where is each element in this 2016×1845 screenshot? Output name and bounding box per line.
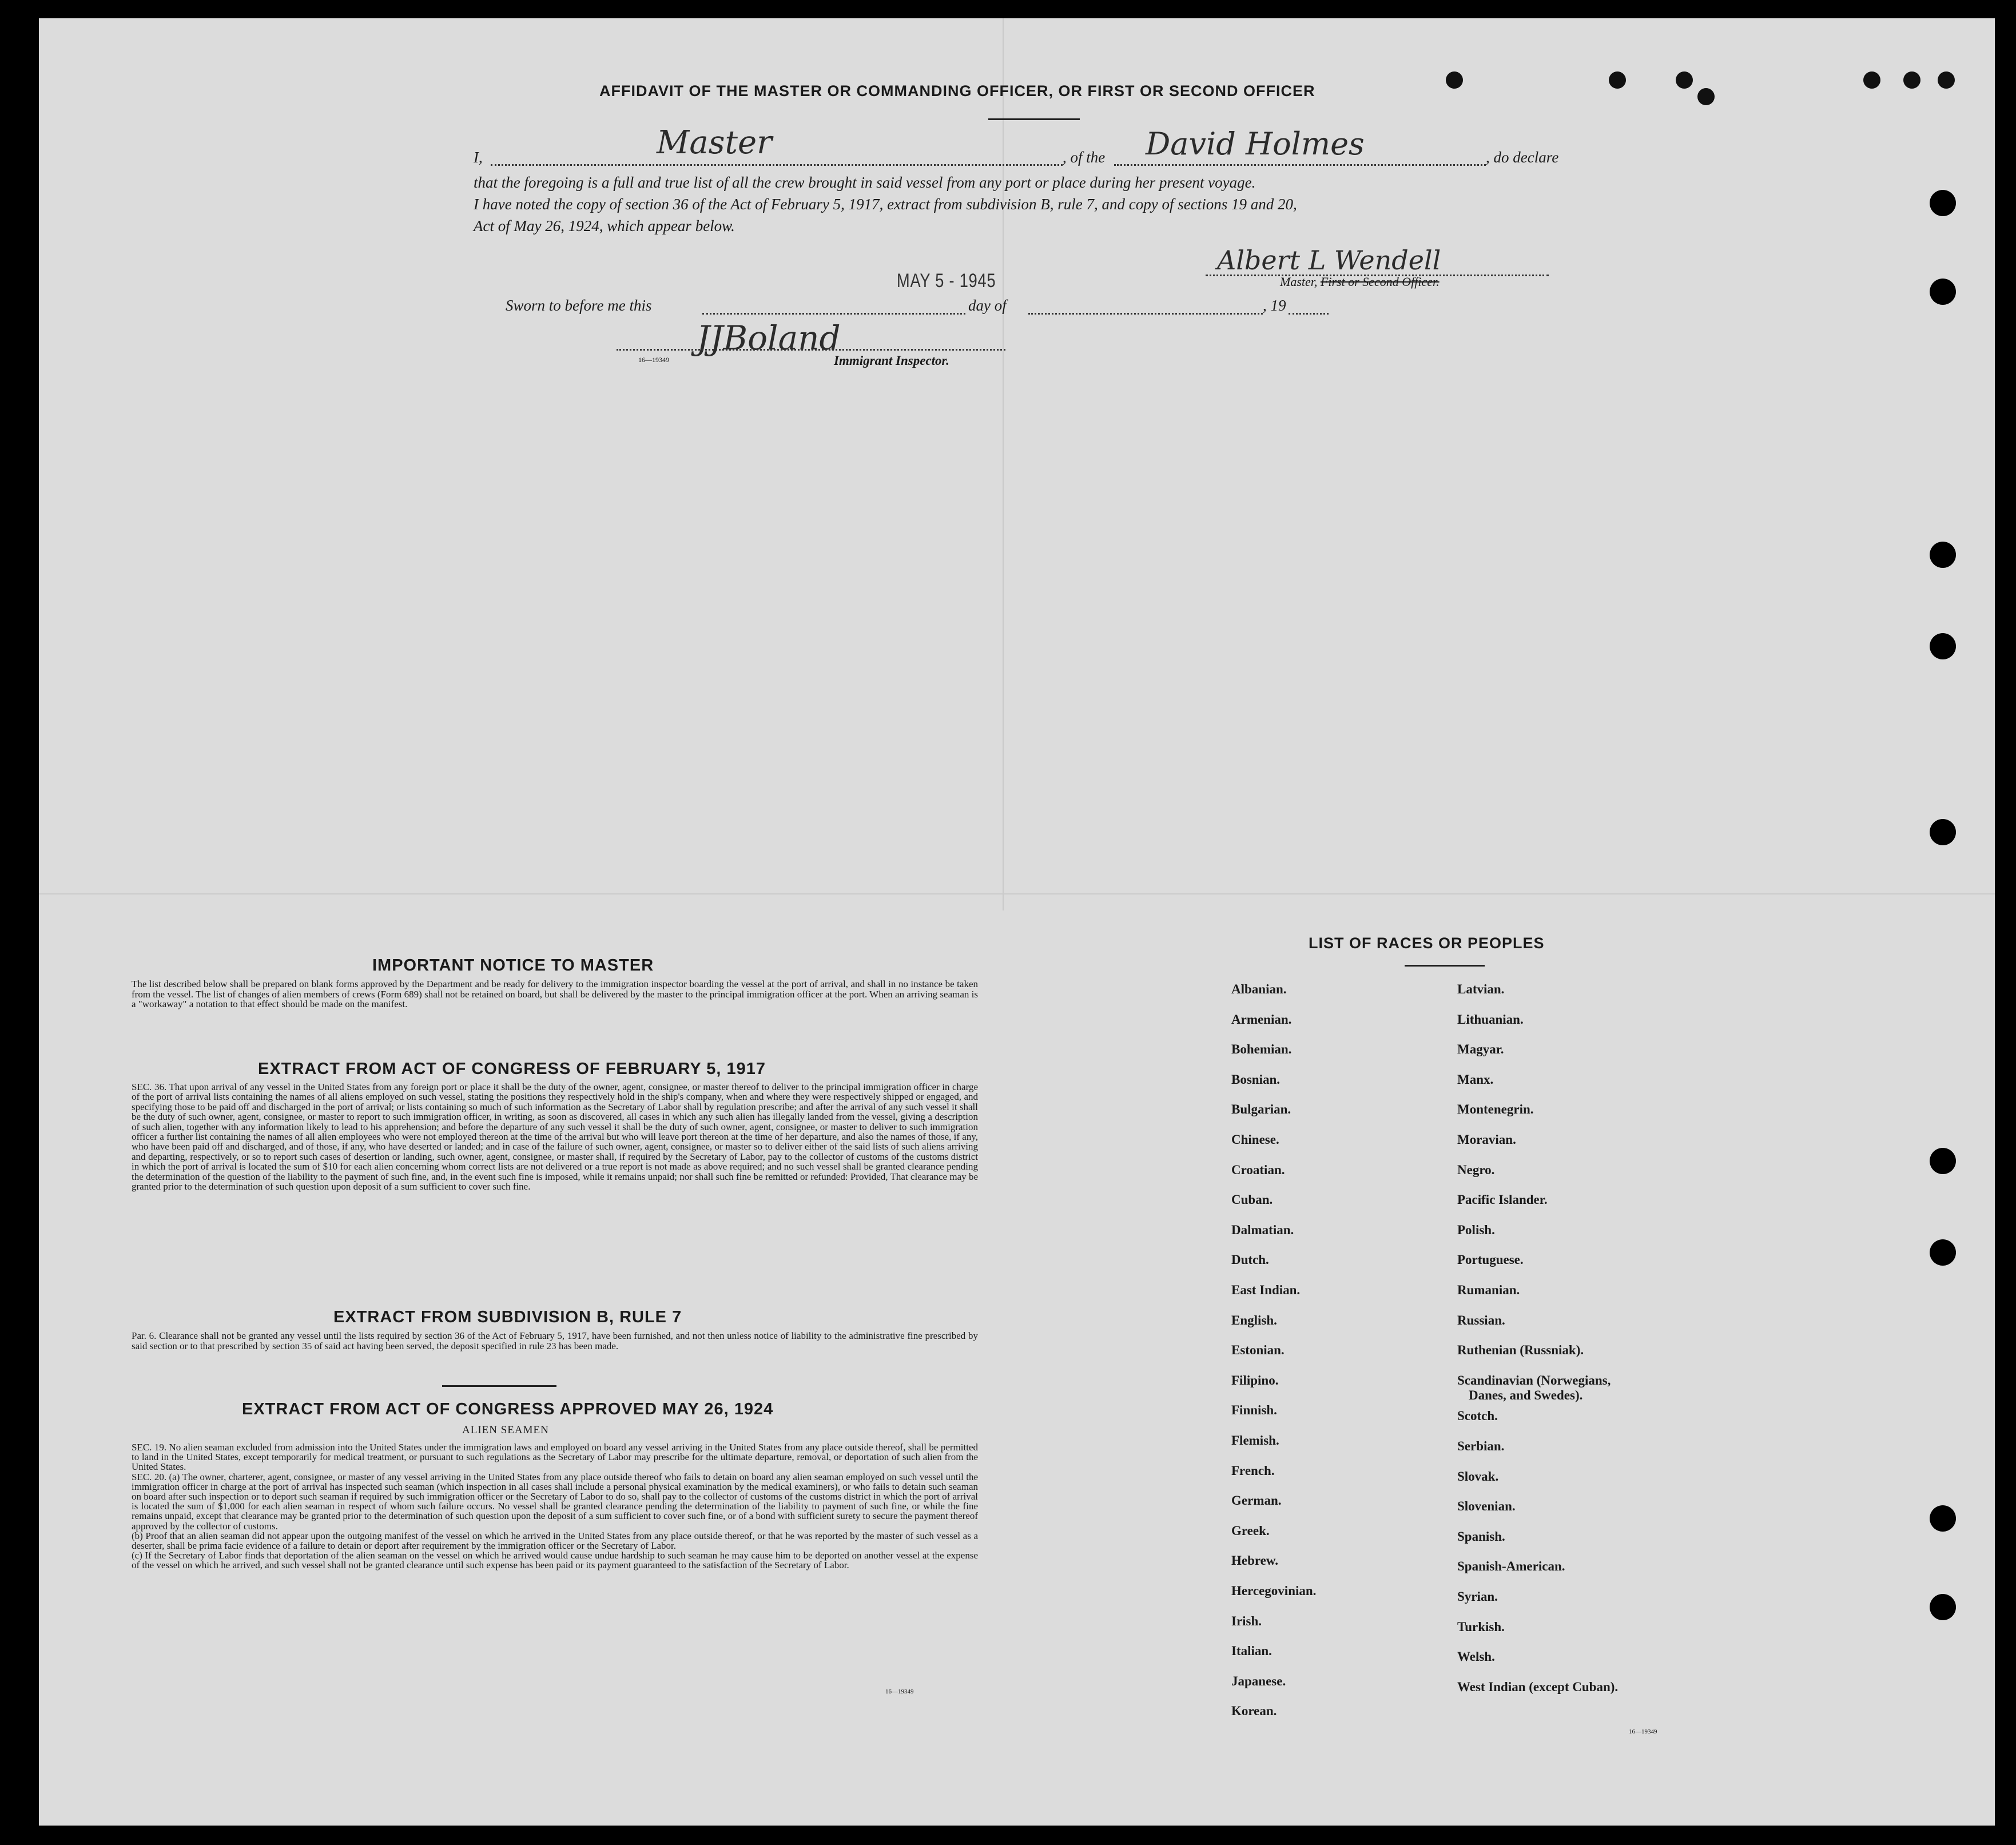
punch-hole (1863, 71, 1880, 89)
punch-hole (1903, 71, 1920, 89)
inspector-label: Immigrant Inspector. (834, 353, 949, 368)
race-item-right: Ruthenian (Russniak). (1457, 1343, 1584, 1358)
race-item-left: Croatian. (1231, 1162, 1285, 1177)
year-line (1289, 313, 1329, 315)
inspector-signature: JJBoland (697, 319, 841, 357)
race-item-right: Serbian. (1457, 1439, 1505, 1453)
race-item-right: Lithuanian. (1457, 1012, 1524, 1027)
punch-hole (1930, 1505, 1956, 1532)
divider (1405, 965, 1485, 967)
race-item-left: Albanian. (1231, 982, 1287, 996)
race-item-left: Bohemian. (1231, 1042, 1292, 1057)
extract-1917-title: EXTRACT FROM ACT OF CONGRESS OF FEBRUARY 5, 1917 (258, 1060, 766, 1078)
race-item-right: Spanish-American. (1457, 1559, 1565, 1574)
section-20c-text: (c) If the Secretary of Labor finds that deportation of the alien seaman on the vessel on which he arrived would cause undue hardship to such seaman he may cause him to be deported on another vessel at the expense of the vessel on which he arrived, and such vessel shall not be granted clearance until such expense has been paid or its payment guaranteed to the satisfaction of the Secretary of Labor. (132, 1550, 978, 1571)
race-item-right: Syrian. (1457, 1589, 1498, 1604)
race-item-right: Polish. (1457, 1222, 1495, 1237)
punch-hole (1938, 71, 1955, 89)
punch-hole (1697, 88, 1715, 105)
extract-1924-subtitle: ALIEN SEAMEN (462, 1424, 549, 1436)
extract-1924-title: EXTRACT FROM ACT OF CONGRESS APPROVED MAY 26, 1924 (242, 1400, 774, 1418)
punch-hole (1446, 71, 1463, 89)
punch-hole (1930, 1594, 1956, 1620)
affidavit-line-3: Act of May 26, 1924, which appear below. (474, 217, 735, 234)
race-item-left: Korean. (1231, 1704, 1277, 1719)
section-19-text: SEC. 19. No alien seaman excluded from admission into the United States under the immigration laws and employed on board any vessel arriving in the United States from any place outside thereof, shall be permitted to land in the United States, except temporarily for medical treatment, or pursuant to such regulations as the Secretary of Labor may prescribe for the ultimate departure, removal, or deportation of such alien from the United States. (132, 1442, 978, 1473)
race-item-left: German. (1231, 1493, 1282, 1508)
race-item-right: Welsh. (1457, 1649, 1495, 1664)
extract-1924-body (132, 1442, 978, 1570)
divider (442, 1385, 556, 1387)
affidavit-line-2: I have noted the copy of section 36 of the Act of February 5, 1917, extract from subdivision B, rule 7, and copy of sections 19 and 20, (474, 196, 1297, 213)
fold-line-horizontal (39, 893, 1995, 894)
race-item-left: Bosnian. (1231, 1072, 1281, 1087)
punch-hole (1930, 279, 1956, 305)
notice-title: IMPORTANT NOTICE TO MASTER (372, 956, 654, 975)
handwritten-name: Master (657, 124, 772, 161)
date-stamp: MAY 5 - 1945 (897, 270, 996, 292)
race-item-left: Dalmatian. (1231, 1222, 1294, 1237)
race-item-left: Finnish. (1231, 1403, 1277, 1418)
race-item-right: Scandinavian (Norwegians, (1457, 1373, 1611, 1387)
race-item-right: Manx. (1457, 1072, 1494, 1087)
race-item-right: Magyar. (1457, 1042, 1504, 1057)
race-item-left: Armenian. (1231, 1012, 1292, 1027)
race-item-left: Bulgarian. (1231, 1102, 1291, 1117)
year-label: , 19 (1263, 297, 1286, 314)
day-of-label: day of (968, 297, 1007, 314)
race-item-left: Italian. (1231, 1644, 1272, 1659)
extract-rule7-text: Par. 6. Clearance shall not be granted any vessel until the lists required by section 36 of the Act of February 5, 1917, have been furnished, and not then unless notice of liability to the administrative fine prescribed by said section or to that prescribed by section 35 of said act having been served, the deposit specified in rule 23 has been made. (132, 1330, 978, 1351)
punch-hole (1930, 542, 1956, 568)
form-number: 16—19349 (885, 1688, 914, 1695)
race-item-right: Slovenian. (1457, 1499, 1516, 1514)
punch-hole (1930, 819, 1956, 845)
notice-text: The list described below shall be prepared on blank forms approved by the Department and be ready for delivery to the immigration inspector boarding the vessel at the port of arrival, and shall in no instance be taken from the vessel. The list of changes of alien members of crews (Form 689) shall not be retained on board, but shall be delivered by the master to the principal immigration officer at the port. When an arriving seaman is a "workaway" a notation to that effect should be made on the manifest. (132, 979, 978, 1010)
punch-hole (1930, 633, 1956, 659)
race-item-right: Montenegrin. (1457, 1102, 1534, 1117)
race-item-right: Rumanian. (1457, 1283, 1520, 1297)
race-item-right: Turkish. (1457, 1619, 1505, 1634)
race-item-left: Irish. (1231, 1613, 1262, 1628)
race-item-right: Latvian. (1457, 982, 1505, 996)
race-item-left: Greek. (1231, 1523, 1270, 1538)
race-item-left: Cuban. (1231, 1192, 1273, 1207)
race-item-right: Portuguese. (1457, 1252, 1524, 1267)
race-item-left: Estonian. (1231, 1343, 1285, 1358)
race-item-left: Japanese. (1231, 1673, 1286, 1688)
name-line (491, 164, 1063, 166)
section-20a-text: SEC. 20. (a) The owner, charterer, agent, consignee, or master of any vessel arriving in the United States from any place outside thereof who fails to detain on board any alien seaman employed on such vessel until the immigration officer in charge at the port of arrival has inspected such seaman (which inspection in all cases shall include a personal physical examination by the medical examiners), or who fails to detain such seaman on board after such inspection or to deport such seaman if required by such immigration officer or the Secretary of Labor to do so, shall pay to the collector of customs of the customs district in which the port of arrival is located the sum of $1,000 for each alien seaman in respect of whom such failure occurs. No vessel shall be granted clearance pending the determination of the liability to payment of such fine, or while the fine remains unpaid, except that clearance may be granted prior to the determination of such question upon the deposit of a sum sufficient to cover such fine, or of a bond with sufficient surety to secure the payment thereof approved by the collector of customs. (132, 1471, 978, 1532)
fold-line-vertical (1003, 18, 1004, 910)
affidavit-body (474, 172, 1606, 237)
inspector-line (617, 349, 1005, 351)
extract-1917-text: SEC. 36. That upon arrival of any vessel in the United States from any foreign port or place it shall be the duty of the owner, agent, consignee, or master thereof to deliver to the principal immigration officer in charge of the port of arrival lists containing the names of all aliens employed on such vessel, stating the positions they respectively hold in the ship's company, when and where they were respectively shipped or engaged, and specifying those to be paid off and discharged in the port of arrival; or lists containing so much of such information as the Secretary of Labor shall by regulation prescribe; and after the arrival of any such vessel it shall be the duty of such owner, agent, consignee, or master to report to such immigration officer, in writing, as soon as discovered, all cases in which any such alien has illegally landed from the vessel, giving a description of such alien, together with any information likely to lead to his apprehension; and before the departure of any such vessel it shall be the duty of such owner, agent, consignee, or master to deliver to such immigration officer a further list containing the names of all alien employees who were not employed thereon at the time of the arrival but who will leave port thereon at the time of her departure, and also the names of those, if any, who have been paid off and discharged, and of those, if any, who have deserted or landed; and in case of the failure of such owner, agent, consignee, or master so to deliver either of the said lists of such aliens arriving and departing, respectively, or so to report such cases of desertion or landing, such owner, agent, consignee, or master shall, if required by the Secretary of Labor, pay to the collector of customs of the customs district in which the port of arrival is located the sum of $10 for each alien concerning whom correct lists are not delivered or a true report is not made as above required; and no such vessel shall be granted clearance pending the determination of the question of the liability to the payment of such fine, and, in the event such fine is imposed, while it remains unpaid; nor shall such fine be remitted or refunded: Provided, That clearance may be granted prior to the determination of such question upon deposit of a sum sufficient to cover such fine. (132, 1081, 978, 1192)
race-item-right: Danes, and Swedes). (1469, 1387, 1583, 1402)
struck-officer-text: First or Second Officer. (1320, 275, 1440, 289)
extract-rule7-title: EXTRACT FROM SUBDIVISION B, RULE 7 (333, 1308, 682, 1326)
i-label: I, (474, 149, 483, 166)
race-item-right: Scotch. (1457, 1409, 1498, 1423)
vessel-line (1114, 164, 1486, 166)
race-item-right: Pacific Islander. (1457, 1192, 1548, 1207)
race-item-left: Hebrew. (1231, 1553, 1278, 1568)
punch-hole (1609, 71, 1626, 89)
punch-hole (1930, 190, 1956, 216)
race-item-right: West Indian (except Cuban). (1457, 1679, 1619, 1694)
punch-hole (1930, 1148, 1956, 1174)
form-number: 16—19349 (1629, 1728, 1657, 1735)
month-line (1028, 313, 1263, 315)
punch-hole (1930, 1239, 1956, 1266)
form-number: 16—19349 (638, 356, 669, 364)
race-item-left: Hercegovinian. (1231, 1584, 1317, 1598)
race-item-left: English. (1231, 1313, 1277, 1327)
affidavit-line-1: that the foregoing is a full and true list of all the crew brought in said vessel from any port or place during her present voyage. (474, 174, 1256, 191)
punch-hole (1676, 71, 1693, 89)
affidavit-title: AFFIDAVIT OF THE MASTER OR COMMANDING OFFICER, OR FIRST OR SECOND OFFICER (599, 82, 1315, 100)
master-text: Master, (1280, 275, 1318, 289)
sworn-label: Sworn to before me this (506, 297, 652, 314)
master-signature: Albert L Wendell (1217, 245, 1441, 276)
race-item-right: Spanish. (1457, 1529, 1505, 1544)
sworn-day-line (702, 313, 965, 315)
race-item-left: East Indian. (1231, 1283, 1301, 1297)
section-20b-text: (b) Proof that an alien seaman did not appear upon the outgoing manifest of the vessel on which he arrived in the United States from any place outside thereof, or that he was reported by the master of such vessel as a deserter, shall be prima facie evidence of a failure to detain or deport after requirement by the immigration officer or the Secretary of Labor. (132, 1530, 978, 1552)
race-item-left: Dutch. (1231, 1252, 1269, 1267)
document-page (39, 18, 1995, 1826)
divider (988, 118, 1080, 120)
master-label (1280, 275, 1440, 289)
race-item-left: Flemish. (1231, 1433, 1279, 1448)
races-title: LIST OF RACES OR PEOPLES (1309, 935, 1545, 952)
race-item-left: Filipino. (1231, 1373, 1279, 1387)
race-item-right: Slovak. (1457, 1469, 1499, 1484)
race-item-right: Moravian. (1457, 1132, 1516, 1147)
do-declare: , do declare (1486, 149, 1559, 166)
race-item-right: Negro. (1457, 1162, 1495, 1177)
of-the-label: , of the (1063, 149, 1106, 166)
race-item-right: Russian. (1457, 1313, 1505, 1327)
handwritten-vessel: David Holmes (1146, 126, 1365, 162)
race-item-left: French. (1231, 1463, 1275, 1478)
race-item-left: Chinese. (1231, 1132, 1279, 1147)
